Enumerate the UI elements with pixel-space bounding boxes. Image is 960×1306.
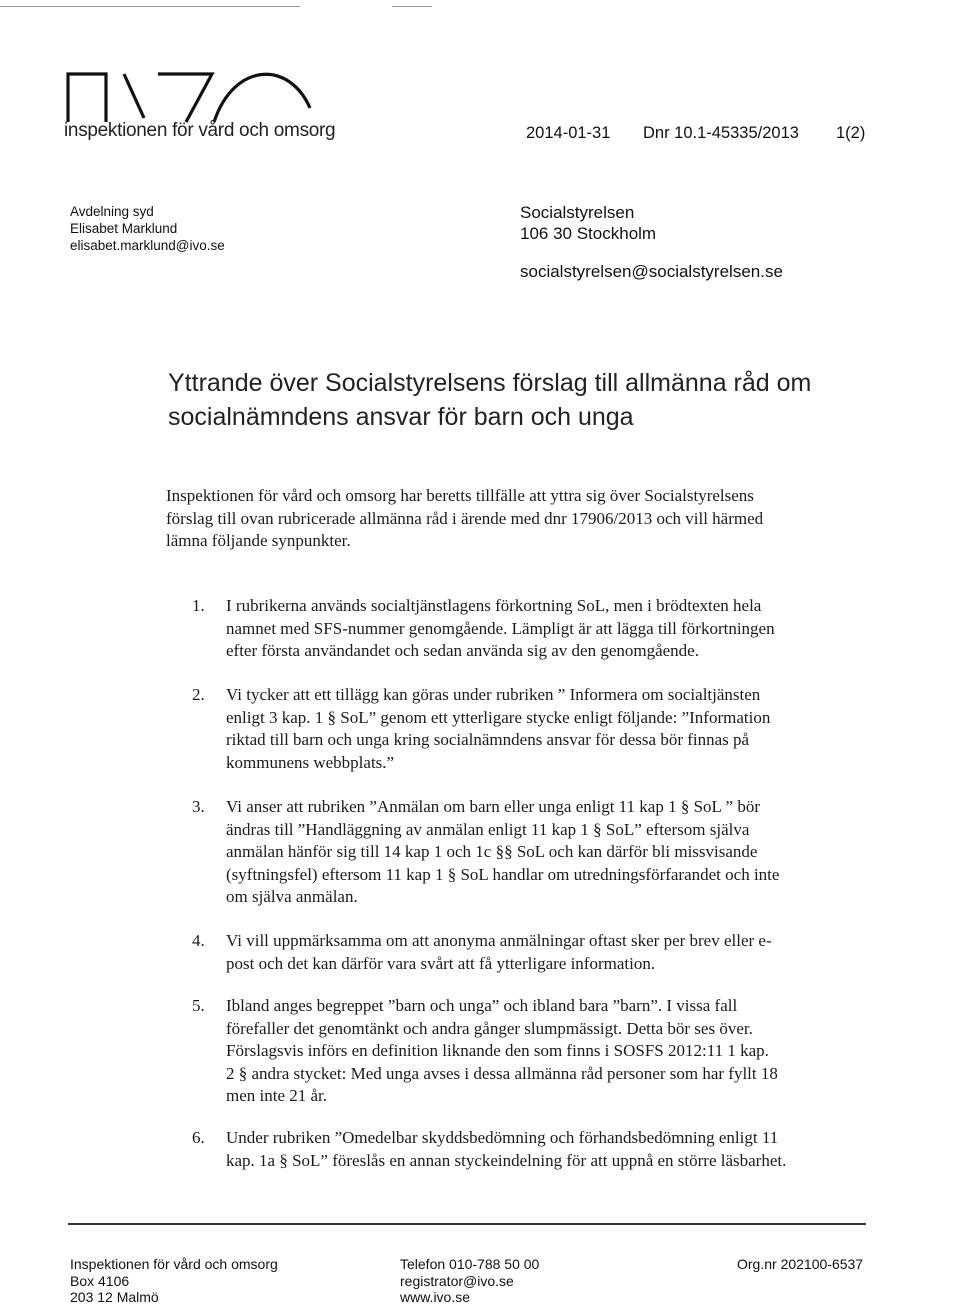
intro-paragraph [166, 485, 866, 553]
footer-contact [400, 1256, 539, 1306]
list-item-line: Ibland anges begreppet ”barn och unga” och ibland bara ”barn”. I vissa fall [226, 996, 738, 1015]
list-item-line: anmälan hänför sig till 14 kap 1 och 1c §§ SoL och kan därför bli missvisande [226, 842, 758, 861]
title-line: socialnämndens ansvar för barn och unga [168, 403, 634, 431]
logo-tagline: inspektionen för vård och omsorg [64, 120, 336, 141]
list-item-number: 2. [192, 685, 205, 704]
sender-block [70, 203, 225, 254]
list-item-number: 6. [192, 1128, 205, 1147]
list-item-line: Vi tycker att ett tillägg kan göras under rubriken ” Informera om socialtjänsten [226, 685, 761, 704]
list-item-line: efter första användandet och sedan använda sig av den genomgående. [226, 641, 699, 660]
list-item-number: 1. [192, 596, 205, 615]
list-item-line: kap. 1a § SoL” föreslås en annan styckeindelning för att uppnå en större läsbarhet. [226, 1150, 787, 1170]
list-item-line: I rubrikerna används socialtjänstlagens förkortning SoL, men i brödtexten hela [226, 596, 762, 615]
list-item-line: Vi vill uppmärksamma om att anonyma anmälningar oftast sker per brev eller e- [226, 931, 772, 950]
list-item-number: 5. [192, 996, 205, 1015]
footer-city: 203 12 Malmö [70, 1289, 159, 1305]
footer-email: registrator@ivo.se [400, 1272, 514, 1289]
list-item-line: Vi anser att rubriken ”Anmälan om barn eller unga enligt 11 kap 1 § SoL ” bör [226, 797, 761, 816]
title-line: Yttrande över Socialstyrelsens förslag till allmänna råd om [168, 369, 812, 397]
recipient-address: 106 30 Stockholm [520, 224, 657, 243]
footer-box: Box 4106 [70, 1272, 130, 1289]
list-item-line: namnet med SFS-nummer genomgående. Lämpligt är att lägga till förkortningen [226, 618, 775, 638]
document-date: 2014-01-31 [526, 124, 611, 142]
scan-artifact-line [392, 6, 432, 7]
footer-org: Inspektionen för vård och omsorg [70, 1256, 278, 1272]
ivo-logo-mark [64, 68, 324, 124]
recipient-block [520, 202, 656, 244]
footer-orgnr: Org.nr 202100-6537 [737, 1256, 864, 1272]
list-item-line: men inte 21 år. [226, 1086, 328, 1105]
list-item-line: om själva anmälan. [226, 887, 358, 906]
list-item-text [226, 796, 872, 909]
page-number: 1(2) [836, 124, 866, 142]
list-item-number: 3. [192, 797, 205, 816]
list-item-line: enligt 3 kap. 1 § SoL” genom ett ytterligare stycke enligt följande: ”Information [226, 707, 771, 727]
list-item-text [226, 1127, 872, 1172]
footer-address [70, 1256, 278, 1306]
list-item-text [226, 930, 872, 975]
list-item-line: Förslagsvis införs en definition liknande den som finns i SOSFS 2012:11 1 kap. [226, 1041, 769, 1060]
list-item-text [226, 595, 872, 663]
sender-email: elisabet.marklund@ivo.se [70, 238, 225, 253]
footer-web: www.ivo.se [400, 1289, 471, 1305]
intro-line: Inspektionen för vård och omsorg har beretts tillfälle att yttra sig över Socialstyrelsens [166, 486, 754, 505]
document-title [168, 366, 868, 434]
intro-line: lämna följande synpunkter. [166, 531, 351, 550]
list-item-line: 2 § andra stycket: Med unga avses i dessa allmänna råd personer som har fyllt 18 [226, 1063, 778, 1083]
list-item-text [226, 684, 872, 774]
list-item-number: 4. [192, 931, 205, 950]
list-item-line: post och det kan därför vara svårt att få ytterligare information. [226, 953, 656, 973]
list-item-line: riktad till barn och unga kring socialnämndens ansvar för dessa bör finnas på [226, 730, 750, 749]
list-item-line: (syftningsfel) eftersom 11 kap 1 § SoL handlar om utredningsförfarandet och inte [226, 864, 780, 884]
list-item-line: Under rubriken ”Omedelbar skyddsbedömning och förhandsbedömning enligt 11 [226, 1128, 779, 1147]
list-item-line: förefaller det genomtänkt och andra gånger slumpmässigt. Detta bör ses över. [226, 1018, 753, 1038]
sender-name: Elisabet Marklund [70, 221, 178, 236]
footer-phone: Telefon 010-788 50 00 [400, 1256, 540, 1272]
list-item-line: kommunens webbplats.” [226, 752, 395, 772]
list-item-text [226, 995, 872, 1108]
scan-artifact-line [0, 6, 300, 7]
sender-department: Avdelning syd [70, 204, 154, 219]
document-dnr: Dnr 10.1-45335/2013 [643, 124, 799, 142]
intro-line: förslag till ovan rubricerade allmänna råd i ärende med dnr 17906/2013 och vill härmed [166, 508, 764, 528]
recipient-email: socialstyrelsen@socialstyrelsen.se [520, 262, 783, 281]
list-item-line: ändras till ”Handläggning av anmälan enligt 11 kap 1 § SoL” eftersom själva [226, 819, 750, 839]
footer-divider [68, 1223, 866, 1225]
recipient-org: Socialstyrelsen [520, 203, 635, 222]
